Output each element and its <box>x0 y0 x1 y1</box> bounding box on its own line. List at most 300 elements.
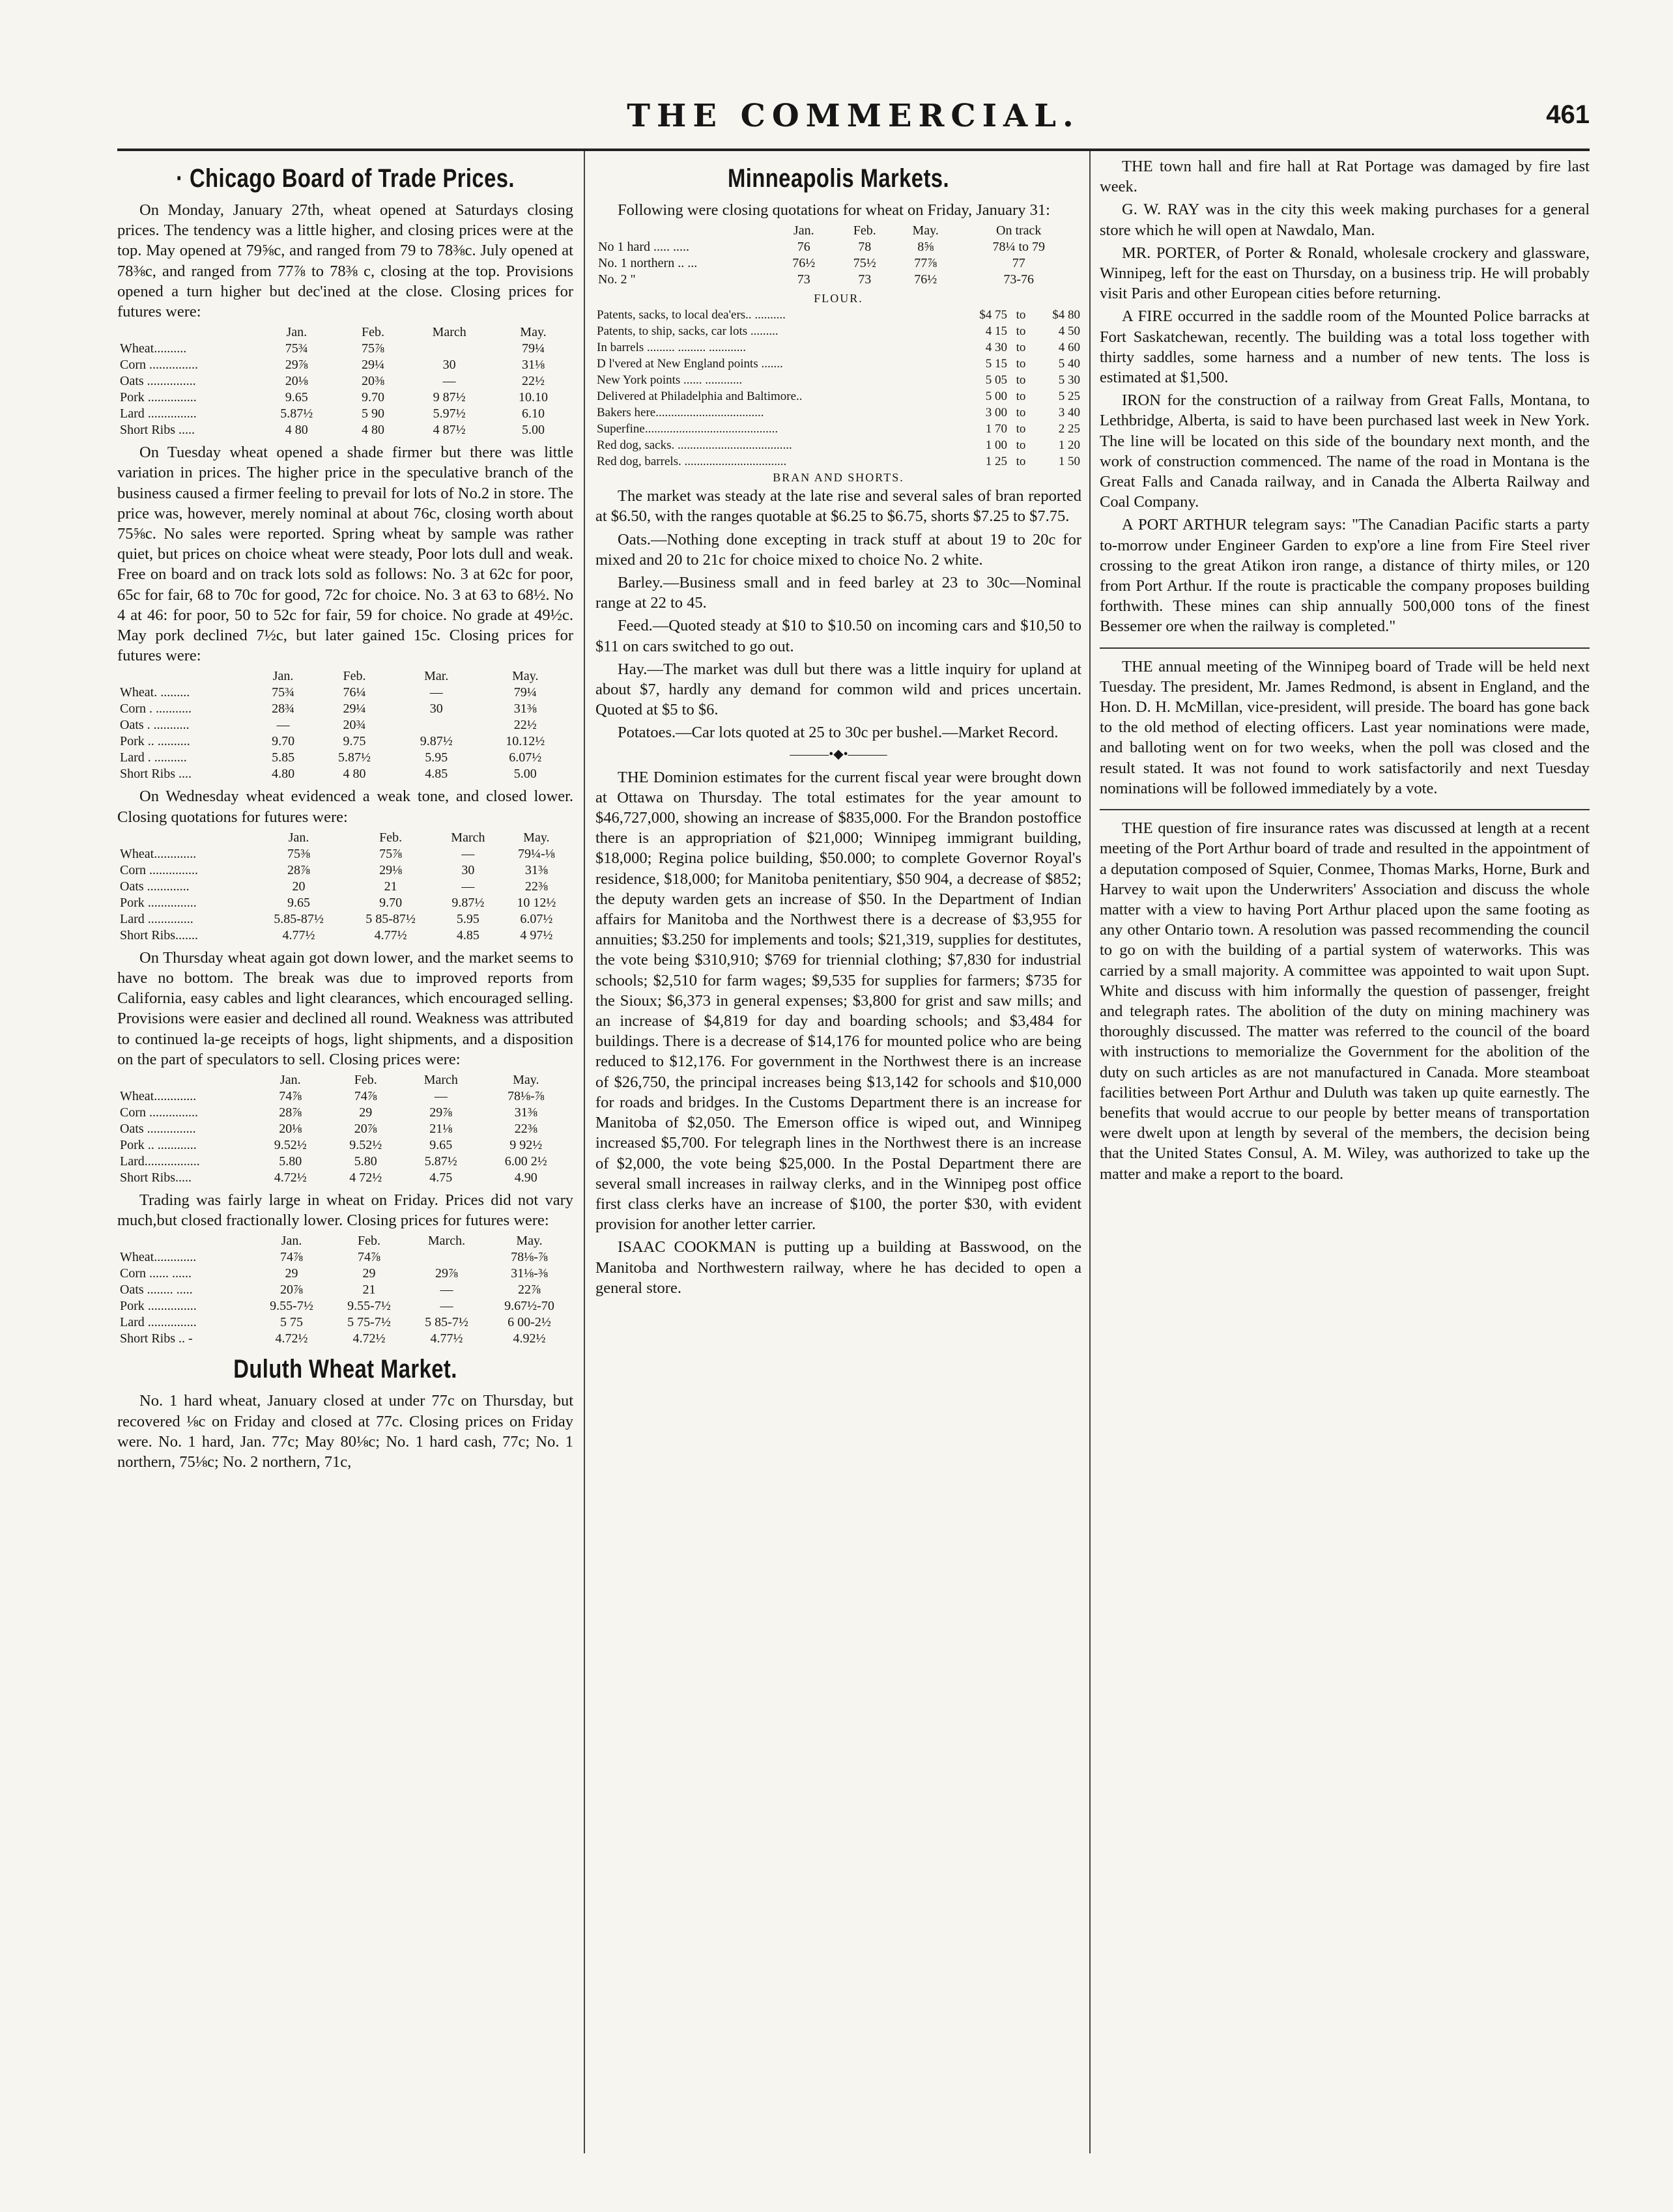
column-header: Jan. <box>281 1234 302 1249</box>
price-cell: 5 85-7½ <box>425 1315 468 1330</box>
row-label: Short Ribs..... <box>120 1170 192 1185</box>
port-arthur-telegram-text: A PORT ARTHUR telegram says: "The Canadian Pacific starts a party to-morrow under Engineer Garden to exp'ore a line from Fire Steel river crossing to the great Atikon iron range, a distance of thirty miles, or 120 from Port Arthur. If the route is practicable the company proposes building forthwith. These mines can ship annually 500,000 tons of the finest Bessemer ore when the railway is completed." <box>1100 516 1590 636</box>
price-cell: 2 25 <box>1058 422 1080 436</box>
price-cell: 9 87½ <box>433 390 466 405</box>
price-cell: 4 80 <box>343 767 366 782</box>
price-cell <box>408 1249 485 1266</box>
column-header <box>117 1233 253 1249</box>
column-header: May. <box>912 223 939 238</box>
price-cell: 22⅞ <box>518 1283 541 1297</box>
price-cell: 9.52½ <box>274 1138 307 1153</box>
price-cell: 76½ <box>792 256 816 271</box>
row-label: Pork .. ............ <box>120 1138 197 1153</box>
column-header: Feb. <box>358 1234 380 1249</box>
table-row <box>117 1282 573 1298</box>
table-row <box>595 272 1081 288</box>
price-cell: 28⅞ <box>279 1105 302 1120</box>
price-cell: $4 80 <box>1052 308 1080 322</box>
bran-subhead: BRAN AND SHORTS. <box>773 471 904 485</box>
price-cell: 73 <box>797 272 810 287</box>
price-cell: 10 12½ <box>517 895 556 910</box>
price-cell: 4 97½ <box>520 928 553 943</box>
price-cell: 4.75 <box>429 1170 453 1185</box>
price-cell: — <box>461 879 475 894</box>
price-cell: 10.10 <box>518 390 548 405</box>
price-cell: 74⅞ <box>354 1089 377 1104</box>
chicago-heading: · Chicago Board of Trade Prices. <box>176 164 515 193</box>
price-cell: 77⅞ <box>914 256 937 271</box>
price-cell: — <box>440 1283 453 1297</box>
table-row <box>595 323 1081 339</box>
row-label: Corn . ........... <box>120 702 192 716</box>
price-cell: 74⅞ <box>280 1250 303 1265</box>
price-cell: 5 05 <box>985 373 1007 388</box>
table-row <box>117 1088 573 1105</box>
column-left <box>117 156 573 2153</box>
price-cell: 4.77½ <box>430 1331 463 1346</box>
column-header: May. <box>520 325 547 340</box>
price-cell: 5 85-87½ <box>365 911 416 926</box>
price-cell: 9.55-7½ <box>347 1299 391 1314</box>
table-row <box>117 766 573 782</box>
row-label: Wheat.......... <box>120 341 187 356</box>
chicago-thursday-text: On Thursday wheat again got down lower, and the market seems to have no bottom. The break was due to improved reports from California, easy cables and light clearances, which encouraged selling. Provisions were easier and declined all round. Weakness was attributed to continued la-ge receipts of hogs, light shipments, and a disposition on the part of speculators to sell. Closing prices were: <box>117 948 573 1068</box>
table-row <box>595 388 1081 404</box>
chicago-table-thursday <box>117 1072 573 1186</box>
table-row <box>595 239 1081 255</box>
table-row <box>595 339 1081 356</box>
chicago-table-friday <box>117 1233 573 1347</box>
price-cell: 9.87½ <box>420 734 453 749</box>
table-row <box>117 717 573 733</box>
column-header: Jan. <box>793 223 814 238</box>
price-cell: 5.95 <box>456 911 479 926</box>
column-header <box>117 668 253 685</box>
ray-store-text: G. W. RAY was in the city this week making purchases for a general store which he will open at Nawdalo, Man. <box>1100 201 1590 239</box>
price-cell: 75⅞ <box>361 341 384 356</box>
price-cell: 73-76 <box>1003 272 1035 287</box>
saddle-room-fire-text: A FIRE occurred in the saddle room of the Mounted Police barracks at Fort Saskatchewan, recently. The building was a total loss together with thirty saddles, some harness and a number of new tents. The loss is estimated at $1,500. <box>1100 307 1590 387</box>
price-cell: 5 15 <box>985 357 1007 371</box>
table-row <box>595 372 1081 388</box>
row-label: New York points ...... ............ <box>597 373 743 388</box>
table-row <box>117 1331 573 1347</box>
rat-portage-fire-text: THE town hall and fire hall at Rat Portage was damaged by fire last week. <box>1100 158 1590 196</box>
price-cell: 5.85-87½ <box>274 911 324 926</box>
table-row <box>117 879 573 895</box>
price-cell: 4 87½ <box>433 423 466 438</box>
price-cell: 79¼ <box>513 685 537 700</box>
price-cell: 20⅞ <box>280 1283 303 1297</box>
column-header <box>117 1072 253 1088</box>
price-cell: 78⅛-⅞ <box>511 1250 548 1265</box>
price-cell: 5 75 <box>280 1315 303 1330</box>
row-label: Oats ............... <box>120 1122 196 1137</box>
row-label: Red dog, sacks. ..................................... <box>597 438 792 453</box>
price-cell: 10.12½ <box>506 734 545 749</box>
column-header: March. <box>427 1234 466 1249</box>
price-cell: 31⅜ <box>524 862 548 877</box>
potatoes-text: Potatoes.—Car lots quoted at 25 to 30c per bushel.—Market Record. <box>618 724 1059 742</box>
row-label: Oats ........ ..... <box>120 1283 193 1297</box>
price-cell: 1 70 <box>985 422 1007 436</box>
price-cell: 76 <box>797 240 810 255</box>
row-label: Corn ............... <box>120 1105 198 1120</box>
price-cell: 9.65 <box>287 895 311 910</box>
column-header: May. <box>513 1073 539 1088</box>
price-cell: 5.00 <box>521 423 545 438</box>
barley-text: Barley.—Business small and in feed barley at 23 to 30c—Nominal range at 22 to 45. <box>595 574 1081 612</box>
row-label: Short Ribs ..... <box>120 423 195 438</box>
column-header: May. <box>516 1234 543 1249</box>
row-label: Pork ............... <box>120 390 197 405</box>
price-cell: 78 <box>858 240 872 255</box>
price-cell: 6.10 <box>521 406 545 421</box>
price-cell: 4 80 <box>285 423 308 438</box>
table-row <box>117 1266 573 1282</box>
table-row <box>117 422 573 438</box>
duluth-text: No. 1 hard wheat, January closed at under 77c on Thursday, but recovered ⅛c on Friday and closed at 77c. Closing prices on Friday were. No. 1 hard, Jan. 77c; May 80⅛c; No. 1 hard cash, 77c; No. 1 northern, 75⅛c; No. 2 northern, 71c, <box>117 1392 573 1471</box>
price-cell: 9.70 <box>379 895 403 910</box>
page-number: 461 <box>1546 100 1590 129</box>
column-header: Feb. <box>354 1073 377 1088</box>
table-row <box>117 928 573 944</box>
price-cell: 31⅜ <box>513 702 537 716</box>
price-cell: 5.00 <box>513 767 537 782</box>
row-label: In barrels ......... ......... ............ <box>597 341 747 355</box>
row-label: Bakers here................................... <box>597 406 764 420</box>
column-header: March <box>423 1073 458 1088</box>
row-label: Corn ............... <box>120 862 198 877</box>
table-row <box>117 357 573 373</box>
minneapolis-heading: Minneapolis Markets. <box>728 164 949 193</box>
price-cell: 9.65 <box>285 390 308 405</box>
price-cell: 5.85 <box>272 750 295 765</box>
price-cell: 4 80 <box>361 423 384 438</box>
price-cell: 6.00 2½ <box>504 1154 547 1169</box>
column-header: Feb. <box>853 223 876 238</box>
table-row <box>117 1137 573 1154</box>
price-cell: 6.07½ <box>509 750 542 765</box>
price-cell: 29⅞ <box>285 358 308 373</box>
row-label: Oats ............... <box>120 374 196 389</box>
price-cell: 4.85 <box>425 767 448 782</box>
price-cell: 9.70 <box>361 390 384 405</box>
chicago-table-wednesday <box>117 830 573 944</box>
price-cell: 6 00-2½ <box>508 1315 551 1330</box>
price-cell: 22⅜ <box>524 879 548 894</box>
chicago-friday-text: Trading was fairly large in wheat on Friday. Prices did not vary much,but closed fractionally lower. Closing prices for futures were: <box>117 1191 573 1230</box>
price-cell: 4.77½ <box>374 928 407 943</box>
price-cell: 4.77½ <box>282 928 315 943</box>
price-cell: 20¾ <box>343 718 366 733</box>
column-header: Feb. <box>361 325 384 340</box>
price-cell: 5.87½ <box>280 406 313 421</box>
price-cell: 29¼ <box>343 702 366 716</box>
column-header: Jan. <box>279 1073 301 1088</box>
row-label: No. 1 northern .. ... <box>598 256 698 271</box>
row-label: Short Ribs .. - <box>120 1331 193 1346</box>
column-header: Feb. <box>343 669 366 684</box>
table-row <box>117 733 573 750</box>
price-cell: 5 00 <box>985 390 1007 404</box>
table-row <box>595 255 1081 272</box>
chicago-table-monday <box>117 324 573 438</box>
price-cell: to <box>1016 406 1026 420</box>
oats-text: Oats.—Nothing done excepting in track stuff at about 19 to 20c for mixed and 20 to 21c for choice mixed to choice No. 2 white. <box>595 530 1081 569</box>
price-cell: 74⅞ <box>358 1250 380 1265</box>
column-header: March <box>451 830 485 845</box>
price-cell: 5.97½ <box>433 406 466 421</box>
price-cell: 1 00 <box>985 438 1007 453</box>
section-separator: ———•◆•——— <box>790 746 887 761</box>
row-label: Lard . .......... <box>120 750 187 765</box>
table-row <box>117 373 573 390</box>
price-cell: 9.65 <box>429 1138 453 1153</box>
price-cell: 28⅞ <box>287 862 311 877</box>
row-label: No 1 hard ..... ..... <box>598 240 689 255</box>
row-label: Patents, to ship, sacks, car lots ......... <box>597 324 779 339</box>
column-header: Jan. <box>286 325 307 340</box>
masthead <box>117 98 1590 150</box>
price-cell: 9.55-7½ <box>270 1299 313 1314</box>
price-cell: 4 72½ <box>349 1170 382 1185</box>
price-cell: 29¼ <box>361 358 384 373</box>
publication-title: THE COMMERCIAL. <box>627 98 1080 134</box>
table-row <box>117 341 573 357</box>
price-cell: 4.72½ <box>352 1331 386 1346</box>
column-header: Jan. <box>272 669 294 684</box>
column-rule-2 <box>1089 151 1091 2153</box>
price-cell: 74⅞ <box>279 1089 302 1104</box>
price-cell: 9.52½ <box>349 1138 382 1153</box>
row-label: Wheat............. <box>120 1250 197 1265</box>
price-cell: $4 75 <box>979 308 1007 322</box>
table-row <box>117 1249 573 1266</box>
price-cell: 1 25 <box>985 455 1007 469</box>
price-cell: — <box>442 374 456 389</box>
row-label: Lard ............... <box>120 406 197 421</box>
table-row <box>117 1314 573 1331</box>
table-row <box>117 390 573 406</box>
price-cell: 4.85 <box>456 928 479 943</box>
cookman-text: ISAAC COOKMAN is putting up a building at Basswood, on the Manitoba and Northwestern railway, where he has decided to open a general store. <box>595 1238 1081 1297</box>
price-cell: 1 20 <box>1058 438 1080 453</box>
price-cell: — <box>429 685 443 700</box>
row-label: Oats . ........... <box>120 718 190 733</box>
row-label: Wheat............. <box>120 846 197 861</box>
price-cell: 9.75 <box>343 734 366 749</box>
row-label: Oats ............. <box>120 879 190 894</box>
table-row <box>595 421 1081 437</box>
price-cell: 4.80 <box>272 767 295 782</box>
price-cell: 22⅜ <box>514 1122 537 1137</box>
price-cell: to <box>1016 438 1026 453</box>
column-header <box>595 223 773 239</box>
column-middle <box>595 156 1081 2153</box>
price-cell: — <box>276 718 290 733</box>
row-label: Pork .. .......... <box>120 734 190 749</box>
row-label: Pork ............... <box>120 1299 197 1314</box>
table-row <box>117 1121 573 1137</box>
price-cell: 75⅜ <box>287 846 311 861</box>
price-cell: 78⅛-⅞ <box>507 1089 545 1104</box>
price-cell: 75⅞ <box>379 846 403 861</box>
table-row <box>117 1154 573 1170</box>
row-label: Red dog, barrels. ................................. <box>597 455 787 469</box>
price-cell: 29⅞ <box>429 1105 453 1120</box>
row-label: Patents, sacks, to local dea'ers.. .......... <box>597 308 786 322</box>
price-cell: 1 50 <box>1058 455 1080 469</box>
price-cell <box>405 341 493 357</box>
price-cell: 31⅜ <box>514 1105 537 1120</box>
price-cell: — <box>461 846 475 861</box>
table-row <box>117 1105 573 1121</box>
chicago-wednesday-text: On Wednesday wheat evidenced a weak tone, and closed lower. Closing quotations for futures were: <box>117 787 573 826</box>
column-header <box>117 830 253 846</box>
row-label: Wheat............. <box>120 1089 197 1104</box>
minneapolis-wheat-table <box>595 223 1081 288</box>
row-label: Lard ............... <box>120 1315 197 1330</box>
table-header-row <box>117 1072 573 1088</box>
price-cell: to <box>1016 373 1026 388</box>
column-right <box>1100 156 1590 2153</box>
price-cell: 3 00 <box>985 406 1007 420</box>
price-cell: 79¼ <box>521 341 545 356</box>
table-row <box>595 437 1081 453</box>
column-header: Feb. <box>379 830 403 845</box>
duluth-heading: Duluth Wheat Market. <box>233 1355 457 1384</box>
price-cell: 8⅝ <box>917 240 934 255</box>
row-label: Corn ............... <box>120 358 198 373</box>
railway-iron-text: IRON for the construction of a railway from Great Falls, Montana, to Lethbridge, Alberta, is said to have been purchased last week in New York. The line will be located on this side of the boundary next month, and the work of construction commenced. The name of the road in Montana is the Great Falls and Canada railway, and in Canada the Alberta Railway and Coal Company. <box>1100 391 1590 511</box>
chicago-table-tuesday <box>117 668 573 782</box>
price-cell: 29⅞ <box>435 1266 458 1281</box>
table-row <box>117 895 573 911</box>
row-label: Wheat. ......... <box>120 685 190 700</box>
rule <box>1100 647 1590 649</box>
price-cell: 5 30 <box>1058 373 1080 388</box>
price-cell: 30 <box>442 358 456 373</box>
table-row <box>595 356 1081 372</box>
price-cell: 29 <box>362 1266 376 1281</box>
board-of-trade-meeting-text: THE annual meeting of the Winnipeg board of Trade will be held next Tuesday. The president, Mr. James Redmond, is absent in England, and the Hon. D. H. McMillan, vice-president, will preside. The board has gone back to the old method of electing officers. Last year nominations were made, and balloting went on for two weeks, when the poll was closed and the result stated. It was not found to work satisfactorily and next Tuesday nominations will be followed immediately by a vote. <box>1100 657 1590 797</box>
price-cell: 21 <box>362 1283 376 1297</box>
row-label: D l'vered at New England points ....... <box>597 357 783 371</box>
price-cell: 5.87½ <box>338 750 371 765</box>
price-cell: 9 92½ <box>509 1138 543 1153</box>
price-cell: 29⅛ <box>379 862 403 877</box>
table-row <box>595 453 1081 470</box>
price-cell: 4.72½ <box>274 1170 307 1185</box>
masthead-rule <box>117 149 1590 151</box>
column-header: On track <box>996 223 1042 238</box>
row-label: Pork ............... <box>120 895 197 910</box>
price-cell: 5 25 <box>1058 390 1080 404</box>
row-label: Lard .............. <box>120 911 193 926</box>
price-cell: to <box>1016 455 1026 469</box>
table-row <box>117 911 573 928</box>
price-cell: to <box>1016 341 1026 355</box>
price-cell: 5 75-7½ <box>347 1315 391 1330</box>
price-cell: 3 40 <box>1058 406 1080 420</box>
chicago-tuesday-text: On Tuesday wheat opened a shade firmer but there was little variation in prices. The higher price in the speculative branch of the business caused a firmer feeling to prevail for lots of No.2 in store. The price was, however, merely nominal at about 76c, closing worth about 75⅝c. No sales were reported. Spring wheat by sample was rather quiet, but prices on choice wheat were steady, Poor lots dull and weak. Free on board and on track lots sold as follows: No. 3 at 62c for poor, 65c for fair, 68 to 70c for good, 72c for choice. No. 3 at 63 to 68½. No 4 at 46: for poor, 50 to 52c for fair, 59 for choice. No grade at 49½c. May pork declined 7½c, but later gained 15c. Closing prices for futures were: <box>117 444 573 665</box>
price-cell: 76¼ <box>343 685 366 700</box>
row-label: Lard................. <box>120 1154 200 1169</box>
column-header: May. <box>523 830 550 845</box>
price-cell: 79¼-⅛ <box>518 846 555 861</box>
price-cell: 78¼ to 79 <box>992 240 1045 255</box>
price-cell: 75¾ <box>272 685 295 700</box>
price-cell: — <box>440 1299 453 1314</box>
price-cell: 75½ <box>853 256 876 271</box>
price-cell: 20⅜ <box>361 374 384 389</box>
flour-table <box>595 307 1081 470</box>
price-cell: 31⅛-⅜ <box>511 1266 548 1281</box>
table-row <box>117 750 573 766</box>
table-header-row <box>117 324 573 341</box>
table-row <box>117 1170 573 1186</box>
column-rule-1 <box>584 151 585 2153</box>
price-cell: 4 60 <box>1058 341 1080 355</box>
table-row <box>117 685 573 701</box>
row-label: Corn ...... ...... <box>120 1266 192 1281</box>
table-row <box>117 1298 573 1314</box>
price-cell: 30 <box>461 862 475 877</box>
table-row <box>117 862 573 879</box>
price-cell: 28¾ <box>272 702 295 716</box>
price-cell: 20 <box>292 879 306 894</box>
row-label: No. 2 " <box>598 272 636 287</box>
rule <box>1100 809 1590 810</box>
table-header-row <box>117 668 573 685</box>
table-row <box>117 846 573 862</box>
price-cell: 9.87½ <box>451 895 485 910</box>
table-header-row <box>595 223 1081 239</box>
row-label: Short Ribs .... <box>120 767 192 782</box>
price-cell: 29 <box>285 1266 298 1281</box>
feed-text: Feed.—Quoted steady at $10 to $10.50 on incoming cars and $10,50 to $11 on cars switched to go out. <box>595 617 1081 655</box>
price-cell: 22½ <box>521 374 545 389</box>
price-cell: 5 40 <box>1058 357 1080 371</box>
table-header-row <box>117 1233 573 1249</box>
chicago-monday-text: On Monday, January 27th, wheat opened at Saturdays closing prices. The tendency was a little higher, and closing prices were at the top. May opened at 79⅝c, and ranged from 79 to 78⅜c. July opened at 78⅜c, and ranged from 77⅞ to 78⅜ c, closing at the top. Provisions opened a turn higher but dec'ined at the close. Closing prices for futures were: <box>117 201 573 321</box>
price-cell: 76½ <box>914 272 937 287</box>
price-cell: 31⅛ <box>521 358 545 373</box>
price-cell: 4 15 <box>985 324 1007 339</box>
price-cell: 9.70 <box>272 734 295 749</box>
column-header: March <box>432 325 466 340</box>
price-cell: 20⅛ <box>279 1122 302 1137</box>
table-row <box>117 406 573 422</box>
price-cell: 5.95 <box>425 750 448 765</box>
price-cell: 22½ <box>513 718 537 733</box>
price-cell: 77 <box>1012 256 1025 271</box>
price-cell: to <box>1016 357 1026 371</box>
price-cell: 29 <box>359 1105 373 1120</box>
price-cell: 9.67½-70 <box>504 1299 554 1314</box>
table-row <box>595 404 1081 421</box>
table-row <box>595 307 1081 323</box>
price-cell: 21⅛ <box>429 1122 453 1137</box>
price-cell <box>395 717 478 733</box>
column-header: Mar. <box>424 669 449 684</box>
price-cell: 4 30 <box>985 341 1007 355</box>
bran-text: The market was steady at the late rise and several sales of bran reported at $6.50, with the ranges quotable at $6.25 to $6.75, shorts $7.25 to $7.75. <box>595 487 1081 526</box>
price-cell: to <box>1016 422 1026 436</box>
price-cell: 20⅛ <box>285 374 308 389</box>
fire-insurance-text: THE question of fire insurance rates was discussed at length at a recent meeting of the Port Arthur board of trade and resulted in the appointment of a deputation composed of Squier, Conmee, Thomas Marks, Horne, Burk and Harvey to wait upon the Underwriters' Association and discuss the whole matter with a view to having Port Arthur placed upon the same footing as any other Ontario town. A resolution was passed recommending the council to go on with the building of a partial system of waterworks. This was carried by a small majority. A committee was appointed to wait upon Supt. White and discuss with him informally the question of passenger, freight and telegraph rates. The abolition of the duty on mining machinery was thoroughly discussed. The matter was referred to the council of the board with instructions to memorialize the Government for the abolition of the duty on such articles as are not manufactured in Canada. More steamboat facilities between Port Arthur and Duluth was taken up quite earnestly. The benefits that would accrue to our people by better means of transportation were dwelt upon at length by several of the members, the decision being that the United States Consul, A. M. Wiley, was authorized to take up the matter and make a report to the board. <box>1100 819 1590 1183</box>
